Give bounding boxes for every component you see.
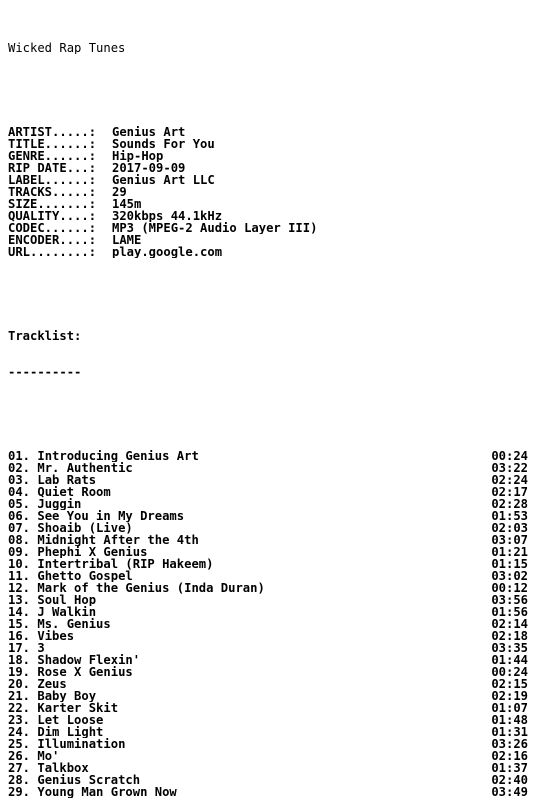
track-number: 05. [8,498,31,510]
spacer [8,402,530,414]
track-label [8,702,118,714]
track-label [8,678,67,690]
meta-key: ARTIST.....: [8,126,97,138]
track-number: 07. [8,522,31,534]
track-number: 21. [8,690,31,702]
track-row [8,510,528,522]
meta-row [8,234,530,246]
track-row [8,726,528,738]
track-row [8,558,528,570]
track-label [8,786,177,798]
tracklist-heading: Tracklist: [8,330,82,342]
track-duration: 01:15 [491,558,528,570]
meta-row [8,210,530,222]
meta-value: 320kbps 44.1kHz [112,210,223,222]
track-row [8,666,528,678]
track-row [8,498,528,510]
meta-value: play.google.com [112,246,223,258]
track-title: Zeus [37,678,67,690]
track-number: 27. [8,762,31,774]
track-number: 16. [8,630,31,642]
track-title: J Walkin [37,606,97,618]
track-title: Ghetto Gospel [37,570,133,582]
track-label [8,750,59,762]
track-title: Vibes [37,630,75,642]
track-row [8,606,528,618]
meta-value: Genius Art [112,126,186,138]
track-number: 15. [8,618,31,630]
track-label [8,630,74,642]
track-row [8,690,528,702]
track-label [8,618,111,630]
release-title: Wicked Rap Tunes [8,42,126,54]
track-row [8,774,528,786]
track-label [8,462,133,474]
track-label [8,474,96,486]
track-label [8,450,199,462]
track-row [8,450,528,462]
track-label [8,570,133,582]
meta-row [8,126,530,138]
meta-key: ENCODER....: [8,234,97,246]
track-duration: 03:56 [491,594,528,606]
meta-key: SIZE.......: [8,198,97,210]
track-row [8,582,528,594]
track-title: Young Man Grown Now [37,786,177,798]
tracklist [8,450,530,798]
track-title: Intertribal (RIP Hakeem) [37,558,214,570]
track-number: 09. [8,546,31,558]
track-title: Rose X Genius [37,666,133,678]
track-row [8,630,528,642]
track-row [8,474,528,486]
track-row [8,642,528,654]
meta-row [8,246,530,258]
track-number: 10. [8,558,31,570]
track-duration: 02:18 [491,630,528,642]
meta-key: QUALITY....: [8,210,97,222]
track-label [8,510,184,522]
meta-key: TITLE......: [8,138,97,150]
meta-row [8,186,530,198]
track-duration: 02:14 [491,618,528,630]
track-number: 26. [8,750,31,762]
track-title: Let Loose [37,714,104,726]
meta-row [8,222,530,234]
track-title: Phephi X Genius [37,546,148,558]
track-title: Talkbox [37,762,89,774]
track-title: See You in My Dreams [37,510,185,522]
track-duration: 02:24 [491,474,528,486]
track-number: 25. [8,738,31,750]
meta-value: Sounds For You [112,138,215,150]
track-label [8,582,265,594]
meta-row [8,162,530,174]
track-number: 17. [8,642,31,654]
track-number: 14. [8,606,31,618]
meta-key: TRACKS.....: [8,186,97,198]
meta-row [8,198,530,210]
track-title: Mr. Authentic [37,462,133,474]
track-label [8,606,96,618]
track-title: Dim Light [37,726,104,738]
track-duration: 03:07 [491,534,528,546]
track-number: 19. [8,666,31,678]
meta-key: CODEC......: [8,222,97,234]
meta-row [8,138,530,150]
track-duration: 01:44 [491,654,528,666]
track-row [8,546,528,558]
track-title: Baby Boy [37,690,97,702]
track-number: 28. [8,774,31,786]
track-duration: 02:17 [491,486,528,498]
track-number: 24. [8,726,31,738]
meta-value: 29 [112,186,127,198]
track-duration: 00:24 [491,666,528,678]
spacer [8,78,530,90]
track-title: Mo' [37,750,60,762]
track-duration: 02:03 [491,522,528,534]
track-row [8,762,528,774]
track-label [8,546,147,558]
track-number: 06. [8,510,31,522]
track-row [8,594,528,606]
track-number: 01. [8,450,31,462]
meta-value: 145m [112,198,142,210]
meta-value: 2017-09-09 [112,162,186,174]
track-duration: 03:02 [491,570,528,582]
track-title: Juggin [37,498,82,510]
track-duration: 01:53 [491,510,528,522]
track-duration: 01:21 [491,546,528,558]
track-row [8,738,528,750]
meta-key: URL........: [8,246,97,258]
track-duration: 00:24 [491,450,528,462]
track-row [8,486,528,498]
meta-value: Hip-Hop [112,150,164,162]
track-title: Karter Skit [37,702,119,714]
track-number: 13. [8,594,31,606]
track-number: 11. [8,570,31,582]
track-row [8,522,528,534]
track-label [8,714,103,726]
track-duration: 02:40 [491,774,528,786]
meta-value: LAME [112,234,142,246]
meta-row [8,150,530,162]
track-duration: 00:12 [491,582,528,594]
track-number: 12. [8,582,31,594]
track-title: Shadow Flexin' [37,654,141,666]
track-title: Genius Scratch [37,774,141,786]
track-number: 18. [8,654,31,666]
track-number: 08. [8,534,31,546]
track-title: 3 [37,642,45,654]
track-title: Soul Hop [37,594,97,606]
track-row [8,570,528,582]
track-duration: 01:56 [491,606,528,618]
track-row [8,750,528,762]
track-row [8,618,528,630]
track-label [8,594,96,606]
track-duration: 02:28 [491,498,528,510]
track-label [8,558,213,570]
track-duration: 01:37 [491,762,528,774]
track-title: Quiet Room [37,486,111,498]
track-number: 02. [8,462,31,474]
track-row [8,714,528,726]
track-title: Shoaib (Live) [37,522,133,534]
track-row [8,462,528,474]
meta-value: MP3 (MPEG-2 Audio Layer III) [112,222,318,234]
meta-key: GENRE......: [8,150,97,162]
track-label [8,654,140,666]
track-label [8,690,96,702]
track-title: Lab Rats [37,474,97,486]
meta-key: LABEL......: [8,174,97,186]
track-label [8,498,81,510]
track-label [8,486,111,498]
track-number: 03. [8,474,31,486]
track-row [8,702,528,714]
track-number: 22. [8,702,31,714]
track-duration: 03:35 [491,642,528,654]
track-duration: 01:48 [491,714,528,726]
tracklist-underline: ---------- [8,366,82,378]
track-row [8,534,528,546]
track-number: 23. [8,714,31,726]
track-row [8,786,528,798]
track-label [8,666,133,678]
track-duration: 01:31 [491,726,528,738]
track-number: 04. [8,486,31,498]
track-title: Illumination [37,738,126,750]
track-duration: 01:07 [491,702,528,714]
track-duration: 02:19 [491,690,528,702]
track-row [8,654,528,666]
nfo-document [8,18,530,810]
track-label [8,522,133,534]
track-number: 29. [8,786,31,798]
meta-key: RIP DATE...: [8,162,97,174]
track-title: Introducing Genius Art [37,450,199,462]
track-label [8,534,199,546]
track-label [8,642,45,654]
track-title: Ms. Genius [37,618,111,630]
track-duration: 03:26 [491,738,528,750]
track-duration: 02:15 [491,678,528,690]
track-duration: 02:16 [491,750,528,762]
track-label [8,762,89,774]
track-title: Midnight After the 4th [37,534,199,546]
track-label [8,774,140,786]
track-duration: 03:22 [491,462,528,474]
spacer [8,294,530,306]
track-title: Mark of the Genius (Inda Duran) [37,582,265,594]
track-label [8,738,125,750]
track-number: 20. [8,678,31,690]
meta-row [8,174,530,186]
metadata-block [8,126,530,258]
meta-value: Genius Art LLC [112,174,215,186]
track-duration: 03:49 [491,786,528,798]
track-row [8,678,528,690]
track-label [8,726,103,738]
